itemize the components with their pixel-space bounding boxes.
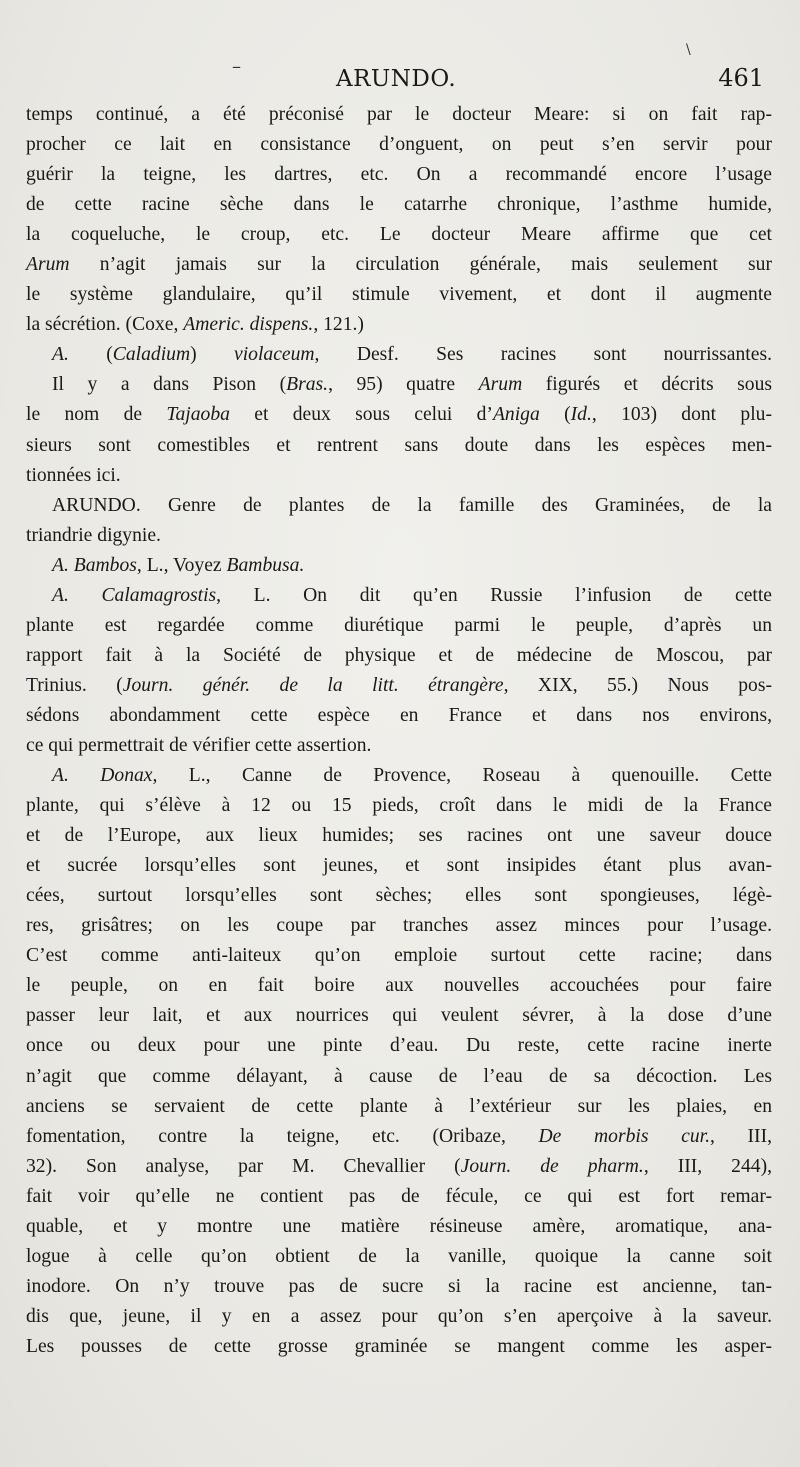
text-run: , III, (709, 1125, 772, 1147)
italic-text: Americ. dispens. (183, 314, 314, 336)
text-line (26, 1182, 772, 1212)
text-run: ( (539, 404, 571, 426)
text-run: plante est regardée comme diurétique parmi le peuple, d’après un (26, 614, 772, 636)
text-run: Trinius. ( (26, 674, 123, 696)
text-line (26, 641, 772, 671)
italic-text: A. Calamagrostis (52, 584, 217, 606)
text-run: sédons abondamment cette espèce en France et dans nos environs, (26, 704, 772, 726)
italic-text: A. Bambos (52, 554, 137, 576)
text-line (26, 250, 772, 280)
text-line (26, 1031, 772, 1061)
text-run: Il y a dans Pison ( (52, 374, 287, 396)
text-run: , L. On dit qu’en Russie l’infusion de cette (216, 584, 772, 606)
text-line (26, 1242, 772, 1272)
text-run: 32). Son analyse, par M. Chevallier ( (26, 1155, 461, 1177)
text-line (26, 731, 772, 761)
text-line (26, 340, 772, 370)
text-run: le peuple, on en fait boire aux nouvelles accouchées pour faire (26, 975, 772, 997)
text-line (26, 761, 772, 791)
italic-text: Caladium (112, 344, 191, 366)
text-line (26, 1212, 772, 1242)
text-run: Les pousses de cette grosse graminée se mangent comme les asper- (26, 1335, 772, 1357)
text-line (26, 100, 772, 130)
text-run: guérir la teigne, les dartres, etc. On a recommandé encore l’usage (26, 164, 772, 186)
text-line (26, 1152, 772, 1182)
text-line (26, 851, 772, 881)
text-line (26, 1122, 772, 1152)
text-run: cées, surtout lorsqu’elles sont sèches; elles sont spongieuses, légè- (26, 885, 772, 907)
text-run: le système glandulaire, qu’il stimule vivement, et dont il augmente (26, 284, 772, 306)
text-run: , Desf. Ses racines sont nourrissantes. (314, 344, 772, 366)
text-line (26, 941, 772, 971)
text-run: res, grisâtres; on les coupe par tranches assez minces pour l’usage. (26, 915, 772, 937)
text-run: la coqueluche, le croup, etc. Le docteur Meare affirme que cet (26, 224, 772, 246)
text-run: C’est comme anti-laiteux qu’on emploie surtout cette racine; dans (26, 945, 772, 967)
text-run: sieurs sont comestibles et rentrent sans doute dans les espèces men- (26, 434, 772, 456)
text-run: rapport fait à la Société de physique et de médecine de Moscou, par (26, 644, 772, 666)
text-line (26, 130, 772, 160)
text-line (26, 1332, 772, 1362)
running-head: ARUNDO. (336, 66, 457, 92)
text-run: le nom de (26, 404, 167, 426)
text-run: , 95) quatre (328, 374, 479, 396)
text-line (26, 611, 772, 641)
text-line (26, 220, 772, 250)
text-line (26, 431, 772, 461)
text-run: ( (68, 344, 113, 366)
text-run: once ou deux pour une pinte d’eau. Du reste, cette racine inerte (26, 1035, 772, 1057)
italic-text: Tajaoba (166, 404, 230, 426)
text-run: fomentation, contre la teigne, etc. (Oribaze, (26, 1125, 539, 1147)
text-line (26, 190, 772, 220)
text-line (26, 280, 772, 310)
text-line (26, 581, 772, 611)
italic-text: Aniga (492, 404, 540, 426)
text-run: , 103) dont plu- (591, 404, 772, 426)
text-run: quable, et y montre une matière résineuse amère, aromatique, ana- (26, 1215, 772, 1237)
text-run: la sécrétion. (Coxe, (26, 314, 184, 336)
text-run: anciens se servaient de cette plante à l’extérieur sur les plaies, en (26, 1095, 772, 1117)
text-line (26, 881, 772, 911)
text-line (26, 1092, 772, 1122)
italic-text: violaceum (234, 344, 315, 366)
text-run: figurés et décrits sous (522, 374, 772, 396)
text-run: temps continué, a été préconisé par le docteur Meare: si on fait rap- (26, 104, 772, 125)
text-run: et sucrée lorsqu’elles sont jeunes, et sont insipides étant plus avan- (26, 855, 772, 877)
italic-text: Arum (478, 374, 523, 396)
text-run: dis que, jeune, il y en a assez pour qu’on s’en aperçoive à la saveur. (26, 1305, 772, 1327)
italic-text: Arum (26, 254, 70, 276)
text-run: , 121.) (313, 314, 364, 336)
text-run: plante, qui s’élève à 12 ou 15 pieds, croît dans le midi de la France (26, 795, 772, 817)
text-line (26, 1001, 772, 1031)
text-line (26, 1062, 772, 1092)
text-line (26, 310, 772, 340)
text-line (26, 370, 772, 400)
italic-text: Bras. (286, 374, 329, 396)
text-run: de cette racine sèche dans le catarrhe chronique, l’asthme humide, (26, 194, 772, 216)
text-run: et deux sous celui d’ (229, 404, 493, 426)
text-line (26, 1272, 772, 1302)
text-line (26, 911, 772, 941)
text-run: , III, 244), (643, 1155, 772, 1177)
italic-text: Bambusa. (226, 554, 305, 576)
body-text (26, 100, 772, 1362)
text-run: n’agit jamais sur la circulation générale, mais seulement sur (69, 254, 772, 276)
print-mark: – (232, 56, 241, 77)
text-run: procher ce lait en consistance d’onguent, on peut s’en servir pour (26, 134, 772, 156)
text-run: n’agit que comme délayant, à cause de l’eau de sa décoction. Les (26, 1065, 772, 1087)
italic-text: A. Donax (52, 765, 153, 787)
italic-text: A. (52, 344, 69, 366)
text-line (26, 1302, 772, 1332)
text-line (26, 701, 772, 731)
text-run: et de l’Europe, aux lieux humides; ses racines ont une saveur douce (26, 825, 772, 847)
text-run: , XIX, 55.) Nous pos- (503, 674, 772, 696)
text-run: tionnées ici. (26, 464, 121, 486)
text-line (26, 791, 772, 821)
text-run: ) (190, 344, 235, 366)
page-header (0, 64, 800, 100)
text-line (26, 521, 772, 551)
text-run: ARUNDO. Genre de plantes de la famille des Graminées, de la (52, 494, 772, 516)
text-run: , L., Canne de Provence, Roseau à quenouille. Cette (152, 765, 772, 787)
text-line (26, 400, 772, 430)
italic-text: Id. (570, 404, 592, 426)
text-run: , L., Voyez (136, 554, 227, 576)
text-run: inodore. On n’y trouve pas de sucre si la racine est ancienne, tan- (26, 1275, 772, 1297)
text-line (26, 971, 772, 1001)
text-run: passer leur lait, et aux nourrices qui veulent sévrer, à la dose d’une (26, 1005, 772, 1027)
text-line (26, 671, 772, 701)
text-run: ce qui permettrait de vérifier cette assertion. (26, 734, 372, 756)
italic-text: Journ. génér. de la litt. étrangère (122, 674, 504, 696)
text-run: triandrie digynie. (26, 524, 161, 546)
page-number: 461 (718, 64, 764, 92)
text-line (26, 551, 772, 581)
text-run: fait voir qu’elle ne contient pas de fécule, ce qui est fort remar- (26, 1185, 772, 1207)
text-line (26, 160, 772, 190)
italic-text: De morbis cur. (538, 1125, 710, 1147)
text-run: logue à celle qu’on obtient de la vanille, quoique la canne soit (26, 1245, 772, 1267)
print-mark: \ (686, 42, 691, 58)
text-line (26, 491, 772, 521)
text-line (26, 821, 772, 851)
text-line (26, 461, 772, 491)
italic-text: Journ. de pharm. (460, 1155, 644, 1177)
